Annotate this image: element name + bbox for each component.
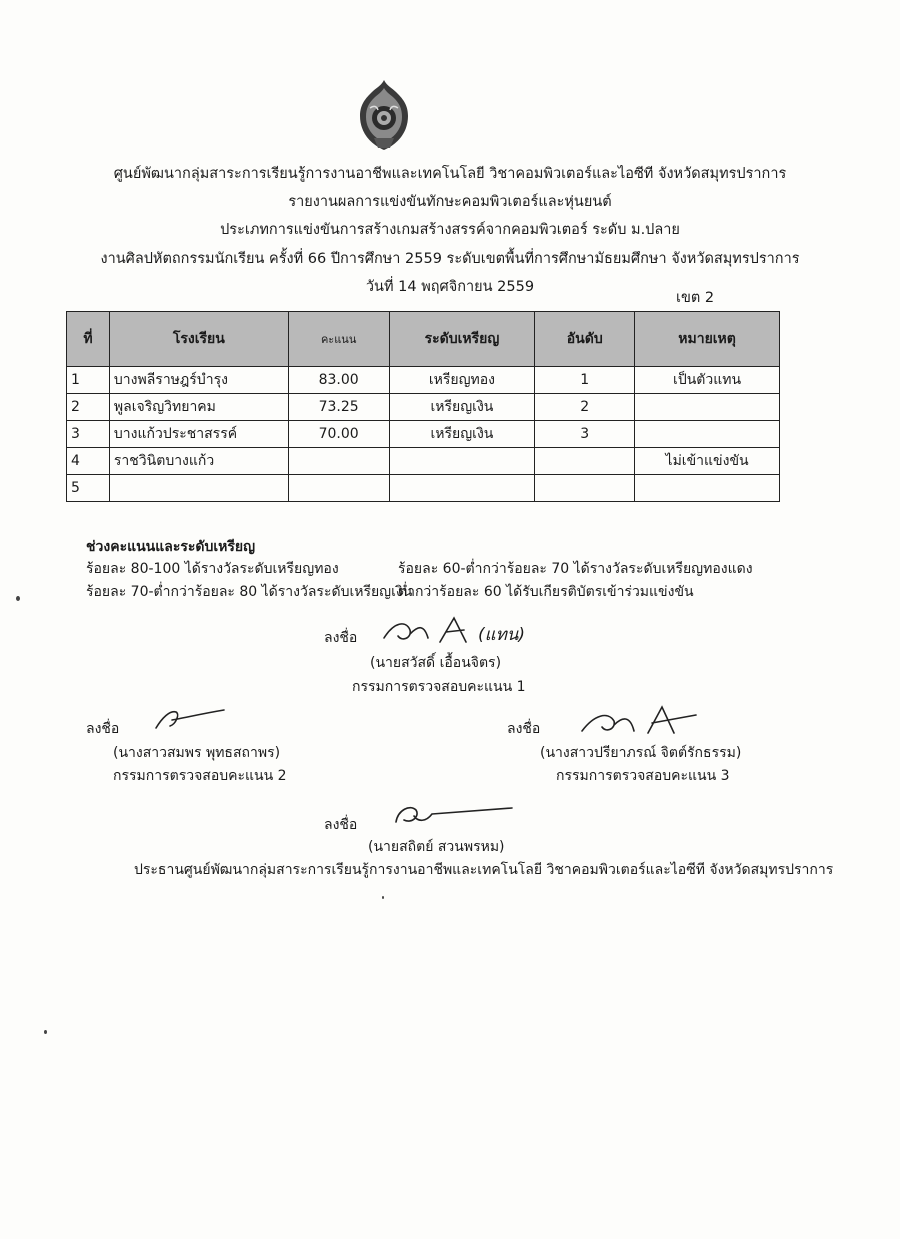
cell-rank: 2 [535,394,635,421]
table-row [67,475,780,502]
col-header-note: หมายเหตุ [635,312,780,367]
cell-medal: เหรียญเงิน [389,421,535,448]
table-header-row [67,312,780,367]
chair-name: (นายสถิตย์ สวนพรหม) [368,839,505,855]
col-header-rank: อันดับ [535,312,635,367]
header-date: วันที่ 14 พฤศจิกายน 2559 [365,279,535,295]
signature-chair-icon [388,796,518,830]
header-line-4: งานศิลปหัตถกรรมนักเรียน ครั้งที่ 66 ปีการศึกษา 2559 ระดับเขตพื้นที่การศึกษามัธยมศึกษา จังหวัดสมุทรปราการ [100,251,800,267]
judge3-name: (นางสาวปรียาภรณ์ จิตต์รักธรรม) [540,745,742,761]
cell-note [635,421,780,448]
signature-judge3-icon [578,703,704,739]
cell-rank [535,448,635,475]
col-header-medal: ระดับเหรียญ [389,312,535,367]
cell-score: 70.00 [288,421,389,448]
cell-medal: เหรียญทอง [389,367,535,394]
criteria-certificate: ต่ำกว่าร้อยละ 60 ได้รับเกียรติบัตรเข้าร่วมแข่งขัน [398,584,694,600]
cell-school [109,475,288,502]
judge2-role: กรรมการตรวจสอบคะแนน 2 [113,768,287,784]
criteria-gold: ร้อยละ 80-100 ได้รางวัลระดับเหรียญทอง [86,561,339,577]
cell-rank: 1 [535,367,635,394]
cell-rank: 3 [535,421,635,448]
cell-no: 2 [67,394,110,421]
col-header-score: คะแนน [288,312,389,367]
chair-role: ประธานศูนย์พัฒนากลุ่มสาระการเรียนรู้การงานอาชีพและเทคโนโลยี วิชาคอมพิวเตอร์และไอซีที จังหวัดสมุทรปราการ [134,862,834,878]
criteria-title: ช่วงคะแนนและระดับเหรียญ [86,539,256,555]
cell-school: พูลเจริญวิทยาคม [109,394,288,421]
criteria-silver: ร้อยละ 70-ต่ำกว่าร้อยละ 80 ได้รางวัลระดับเหรียญเงิน [86,584,413,600]
signature-judge2-icon [150,700,230,734]
emblem-seal-icon [356,78,412,152]
cell-rank [535,475,635,502]
judge2-name: (นางสาวสมพร พุทธสถาพร) [113,745,281,761]
header-line-2: รายงานผลการแข่งขันทักษะคอมพิวเตอร์และหุ่นยนต์ [288,194,612,210]
header-line-3: ประเภทการแข่งขันการสร้างเกมสร้างสรรค์จากคอมพิวเตอร์ ระดับ ม.ปลาย [220,222,680,238]
cell-note [635,394,780,421]
cell-school: บางแก้วประชาสรรค์ [109,421,288,448]
criteria-bronze: ร้อยละ 60-ต่ำกว่าร้อยละ 70 ได้รางวัลระดับเหรียญทองแดง [398,561,753,577]
scan-speck [382,896,384,899]
table-row [67,448,780,475]
zone-label: เขต 2 [676,290,715,306]
header-line-1: ศูนย์พัฒนากลุ่มสาระการเรียนรู้การงานอาชีพและเทคโนโลยี วิชาคอมพิวเตอร์และไอซีที จังหวัดสมุทรปราการ [113,166,787,182]
cell-no: 3 [67,421,110,448]
cell-score [288,448,389,475]
cell-score [288,475,389,502]
col-header-no: ที่ [67,312,110,367]
cell-no: 1 [67,367,110,394]
scan-speck [44,1030,47,1034]
cell-no: 4 [67,448,110,475]
cell-medal [389,475,535,502]
scan-speck [16,596,20,601]
table-row [67,367,780,394]
cell-school: บางพลีราษฎร์บำรุง [109,367,288,394]
judge1-substitute-note: (แทน) [478,625,526,645]
signature-judge1-icon [380,612,492,648]
judge3-role: กรรมการตรวจสอบคะแนน 3 [556,768,730,784]
results-table [66,311,780,502]
cell-note [635,475,780,502]
cell-score: 83.00 [288,367,389,394]
sign-label-judge1: ลงชื่อ [324,630,358,646]
col-header-school: โรงเรียน [109,312,288,367]
cell-score: 73.25 [288,394,389,421]
sign-label-judge3: ลงชื่อ [507,721,541,737]
table-row [67,394,780,421]
sign-label-chair: ลงชื่อ [324,817,358,833]
cell-no: 5 [67,475,110,502]
sign-label-judge2: ลงชื่อ [86,721,120,737]
judge1-role: กรรมการตรวจสอบคะแนน 1 [352,679,526,695]
cell-medal [389,448,535,475]
cell-school: ราชวินิตบางแก้ว [109,448,288,475]
judge1-name: (นายสวัสดิ์ เอื้อนจิตร) [370,655,502,671]
table-row [67,421,780,448]
cell-note: เป็นตัวแทน [635,367,780,394]
cell-medal: เหรียญเงิน [389,394,535,421]
cell-note: ไม่เข้าแข่งขัน [635,448,780,475]
